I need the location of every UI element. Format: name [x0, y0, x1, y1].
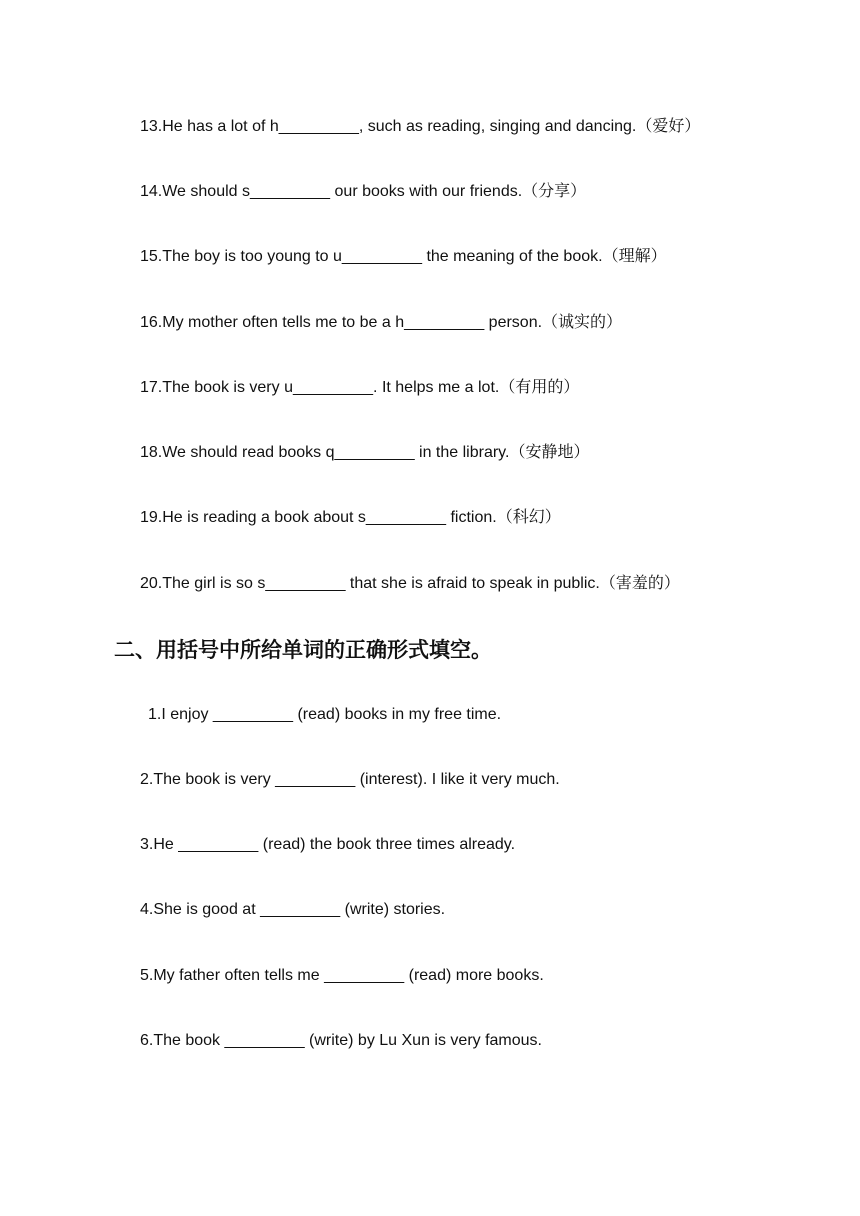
exercise-2: 2.The book is very _________ (interest). I like it very much. — [140, 771, 560, 788]
question-15: 15.The boy is too young to u_________ the meaning of the book.（理解） — [140, 248, 667, 265]
question-16: 16.My mother often tells me to be a h_________ person.（诚实的） — [140, 314, 623, 331]
question-19: 19.He is reading a book about s_________ fiction.（科幻） — [140, 509, 561, 526]
question-20: 20.The girl is so s_________ that she is afraid to speak in public.（害羞的） — [140, 575, 680, 592]
exercise-4: 4.She is good at _________ (write) stories. — [140, 901, 446, 918]
question-14: 14.We should s_________ our books with our friends.（分享） — [140, 183, 587, 200]
question-13: 13.He has a lot of h_________, such as reading, singing and dancing.（爱好） — [140, 118, 701, 135]
question-18: 18.We should read books q_________ in the library.（安静地） — [140, 444, 590, 461]
exercise-3: 3.He _________ (read) the book three times already. — [140, 836, 516, 853]
question-17: 17.The book is very u_________. It helps me a lot.（有用的） — [140, 379, 580, 396]
exercise-1: 1.I enjoy _________ (read) books in my free time. — [148, 706, 502, 723]
exercise-5: 5.My father often tells me _________ (read) more books. — [140, 967, 544, 984]
exercise-6: 6.The book _________ (write) by Lu Xun is very famous. — [140, 1032, 542, 1049]
section-heading: 二、用括号中所给单词的正确形式填空。 — [114, 638, 492, 662]
